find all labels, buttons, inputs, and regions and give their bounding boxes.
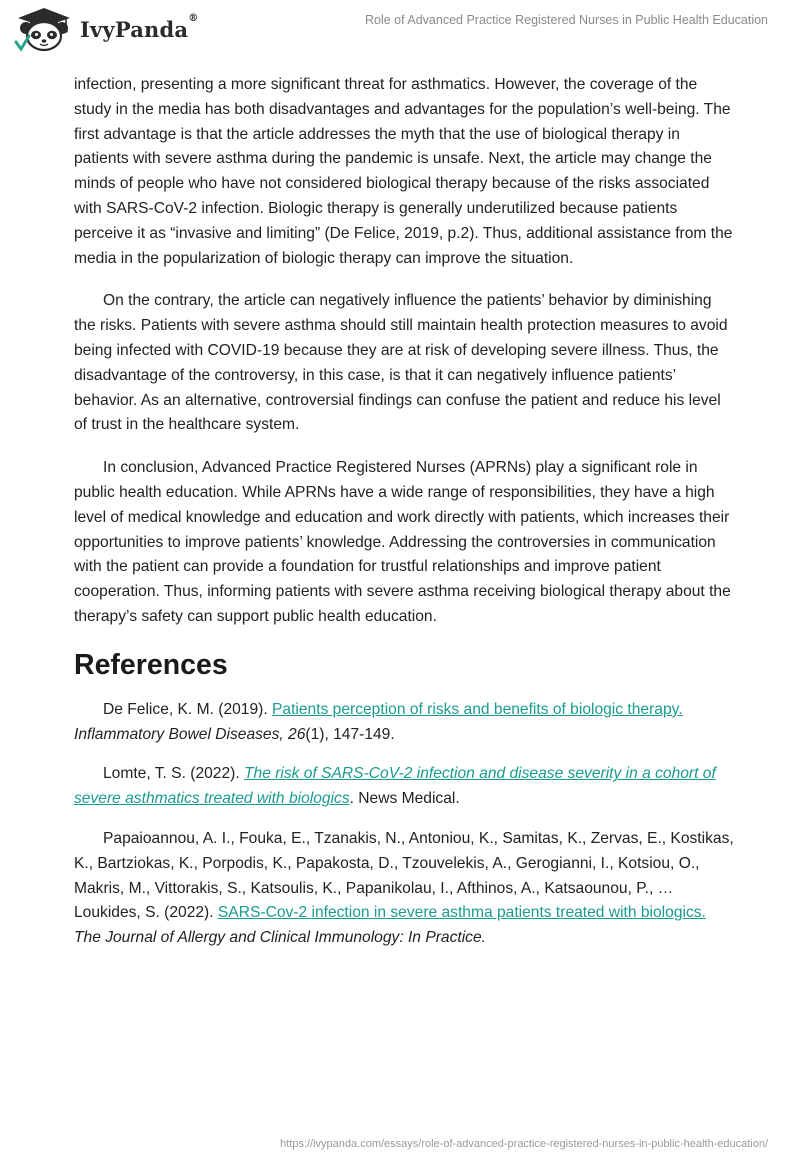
- reference-authors: Lomte, T. S. (2022).: [103, 765, 244, 783]
- body-paragraph: In conclusion, Advanced Practice Registered Nurses (APRNs) play a significant role in public health education. While APRNs have a wide range of responsibilities, they have a high level of medical knowledge and education and work directly with patients, which increases their opportunities to improve patients’ knowledge. Addressing the controversies in communication with the patient can provide a foundation for trustful relationships and improve patient cooperation. Thus, informing patients with severe asthma receiving biological therapy about the therapy’s safety can support public health education.: [74, 459, 731, 625]
- body-paragraph: On the contrary, the article can negatively influence the patients’ behavior by diminishing the risks. Patients with severe asthma should still maintain health protection measures to avoid being infected with COVID-19 because they are at risk of developing severe illness. Thus, the disadvantage of the controversy, in this case, is that it can negatively influence patients’ behavior. As an alternative, controversial findings can confuse the patient and reduce his level of trust in the healthcare system.: [74, 292, 728, 434]
- document-title: Role of Advanced Practice Registered Nurses in Public Health Education: [365, 13, 768, 27]
- logo-wordmark: IvyPanda®: [80, 12, 199, 42]
- reference-item: [74, 827, 734, 951]
- body-paragraph: infection, presenting a more significant threat for asthmatics. However, the coverage of the study in the media has both disadvantages and advantages for the population’s well-being. The first advantage is that the article addresses the myth that the use of biological therapy in patients with severe asthma during the pandemic is unsafe. Next, the article may change the minds of people who have not considered biological therapy because of the risks associated with SARS-CoV-2 infection. Biologic therapy is generally underutilized because patients perceive it as “invasive and limiting” (De Felice, 2019, p.2). Thus, additional assistance from the media in the popularization of biologic therapy can improve the situation.: [74, 76, 733, 267]
- page-header: [0, 0, 800, 70]
- footer-url[interactable]: https://ivypanda.com/essays/role-of-advanced-practice-registered-nurses-in-public-health-education/: [280, 1138, 768, 1150]
- reference-link[interactable]: The risk of SARS-CoV-2 infection and disease severity in a cohort of severe asthmatics treated with biologics: [74, 765, 716, 808]
- reference-source: . News Medical.: [349, 790, 460, 808]
- reference-issue: (1), 147-149.: [305, 725, 395, 743]
- reference-item: [74, 698, 734, 748]
- references-heading: References: [74, 648, 228, 681]
- panda-mascot-icon: [14, 6, 74, 52]
- essay-content: [74, 73, 734, 966]
- reference-authors: Papaioannou, A. I., Fouka, E., Tzanakis, N., Antoniou, K., Samitas, K., Zervas, E., Kostikas, K., Bartziokas, K., Porpodis, K., Papakosta, D., Tzouvelekis, A., Gerogianni, I., Kotsiou, O., Makris, M., Vittorakis, S., Katsoulis, K., Papanikolau, I., Afthinos, A., Katsaounou, P., … Loukides, S. (2022).: [74, 829, 734, 922]
- reference-authors: De Felice, K. M. (2019).: [103, 700, 272, 718]
- reference-link[interactable]: SARS-Cov-2 infection in severe asthma patients treated with biologics.: [217, 904, 706, 922]
- reference-journal: The Journal of Allergy and Clinical Immunology: In Practice.: [74, 929, 486, 947]
- reference-item: [74, 762, 734, 812]
- ivypanda-logo[interactable]: [14, 6, 198, 52]
- reference-link[interactable]: Patients perception of risks and benefits of biologic therapy.: [272, 700, 683, 718]
- reference-journal: Inflammatory Bowel Diseases, 26: [74, 725, 306, 743]
